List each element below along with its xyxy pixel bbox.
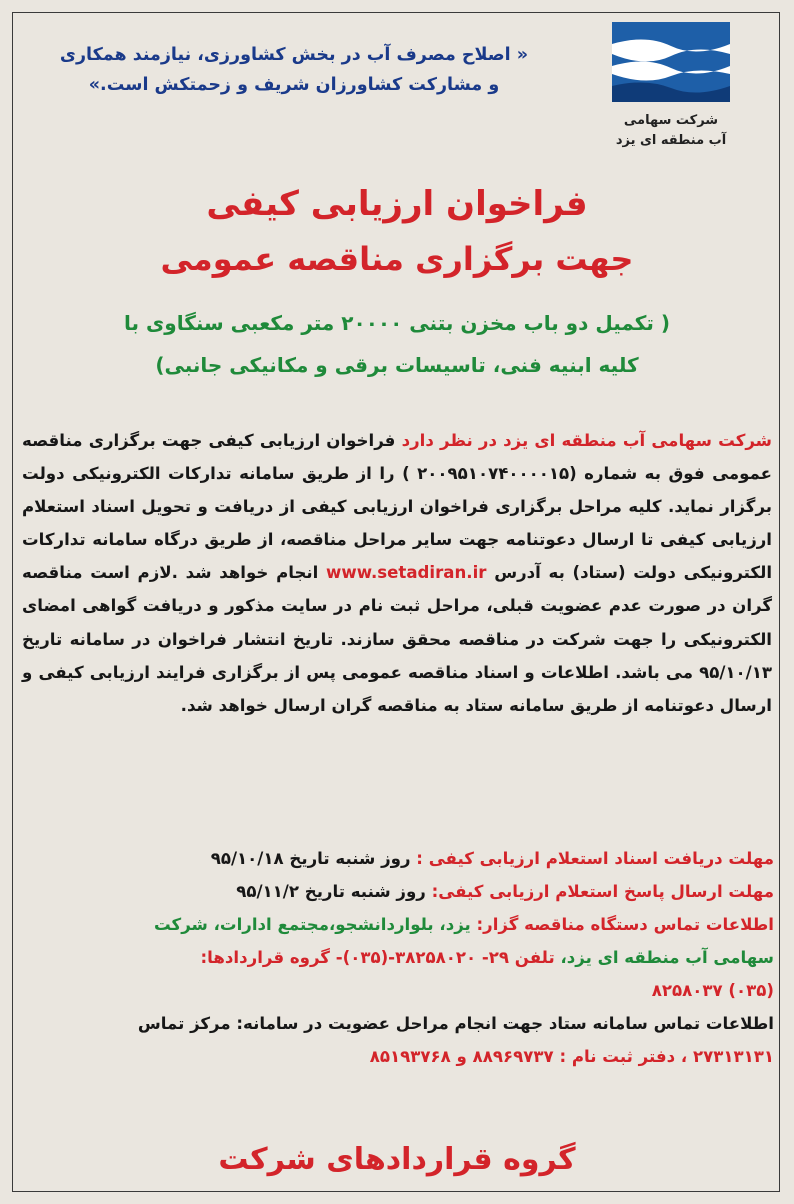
motto-line1: « اصلاح مصرف آب در بخش کشاورزی، نیازمند همکاری (59, 45, 529, 65)
contact-line1 (14, 908, 774, 941)
setad-url-link[interactable]: www.setadiran.ir (326, 563, 487, 583)
company-logo (586, 14, 756, 174)
logo-name-line1: شرکت سهامی (623, 113, 719, 128)
page-subtitle: جهت برگزاری مناقصه عمومی (160, 240, 634, 278)
body-part1: فراخوان ارزیابی کیفی جهت برگزاری مناقصه عمومی فوق به شماره (۲۰۰۹۵۱۰۷۴۰۰۰۰۱۵ ) را از طریق سامانه تدارکات الکترونیکی دولت برگزار نماید. کلیه مراحل برگزاری فراخوان ارزیابی کیفی از دریافت و تحویل اسناد استعلام ارزیابی کیفی تا ارسال دعوتنامه جهت سایر مراحل مناقصه، از طریق درگاه سامانه تدارکات الکترونیکی دولت (ستاد) به آدرس (22, 431, 773, 583)
page-title: فراخوان ارزیابی کیفی (206, 184, 588, 224)
motto-line2: و مشارکت کشاورزان شریف و زحمتکش است.» (88, 75, 500, 95)
setad-line1 (14, 1007, 774, 1040)
motto (14, 40, 574, 100)
subject-line1: ( تکمیل دو باب مخزن بتنی ۲۰۰۰۰ متر مکعبی سنگاوی با (123, 311, 671, 335)
deadline-send (14, 875, 774, 908)
contact-address: یزد، بلواردانشجو،مجتمع ادارات، شرکت (153, 915, 477, 934)
subject-line2: کلیه ابنیه فنی، تاسیسات برقی و مکانیکی جانبی) (155, 353, 639, 377)
logo-name-line2: آب منطقه ای یزد (615, 133, 727, 148)
deadline-receive-value: روز شنبه تاریخ ۹۵/۱۰/۱۸ (210, 849, 417, 868)
body-part2: انجام خواهد شد .لازم است مناقصه گران در صورت عدم عضویت قبلی، مراحل ثبت نام در سایت مذکور و دریافت گواهی امضای الکترونیکی را جهت شرکت در مناقصه محقق سازند. تاریخ انتشار فراخوان در سامانه تاریخ ۹۵/۱۰/۱۳ می باشد. اطلاعات و اسناد مناقصه عمومی پس از برگزاری فرایند ارزیابی کیفی و ارسال دعوتنامه از طریق سامانه ستاد به مناقصه گران ارسال خواهد شد. (22, 563, 772, 715)
setad-label: اطلاعات تماس سامانه ستاد جهت انجام مراحل عضویت در سامانه: (236, 1014, 774, 1033)
contact-line3 (14, 974, 774, 1007)
signature: گروه قراردادهای شرکت (218, 1142, 576, 1177)
tender-subject (20, 302, 774, 386)
contact-address2: سهامی آب منطقه ای یزد، (560, 948, 774, 967)
water-logo-icon (596, 14, 746, 110)
body-intro: شرکت سهامی آب منطقه ای یزد در نظر دارد (401, 431, 772, 450)
contact-line2 (14, 941, 774, 974)
deadline-receive-label: مهلت دریافت اسناد استعلام ارزیابی کیفی : (416, 849, 774, 868)
deadline-send-label: مهلت ارسال پاسخ استعلام ارزیابی کیفی: (431, 882, 774, 901)
contact-label: اطلاعات تماس دستگاه مناقصه گزار: (476, 915, 774, 934)
notice-body (22, 424, 772, 722)
deadline-send-value: روز شنبه تاریخ ۹۵/۱۱/۲ (236, 882, 432, 901)
contact-phone: تلفن ۲۹- ۳۸۲۵۸۰۲۰-(۰۳۵)- گروه قراردادها: (200, 948, 561, 967)
setad-numbers: ۲۷۳۱۳۱۳۱ ، دفتر ثبت نام : ۸۸۹۶۹۷۳۷ و ۸۵۱۹۳۷۶۸ (369, 1047, 774, 1066)
contact-phone2: (۰۳۵) ۸۲۵۸۰۳۷ (651, 981, 774, 1000)
deadline-receive (14, 842, 774, 875)
setad-line2 (14, 1040, 774, 1073)
setad-center: مرکز تماس (137, 1014, 237, 1033)
